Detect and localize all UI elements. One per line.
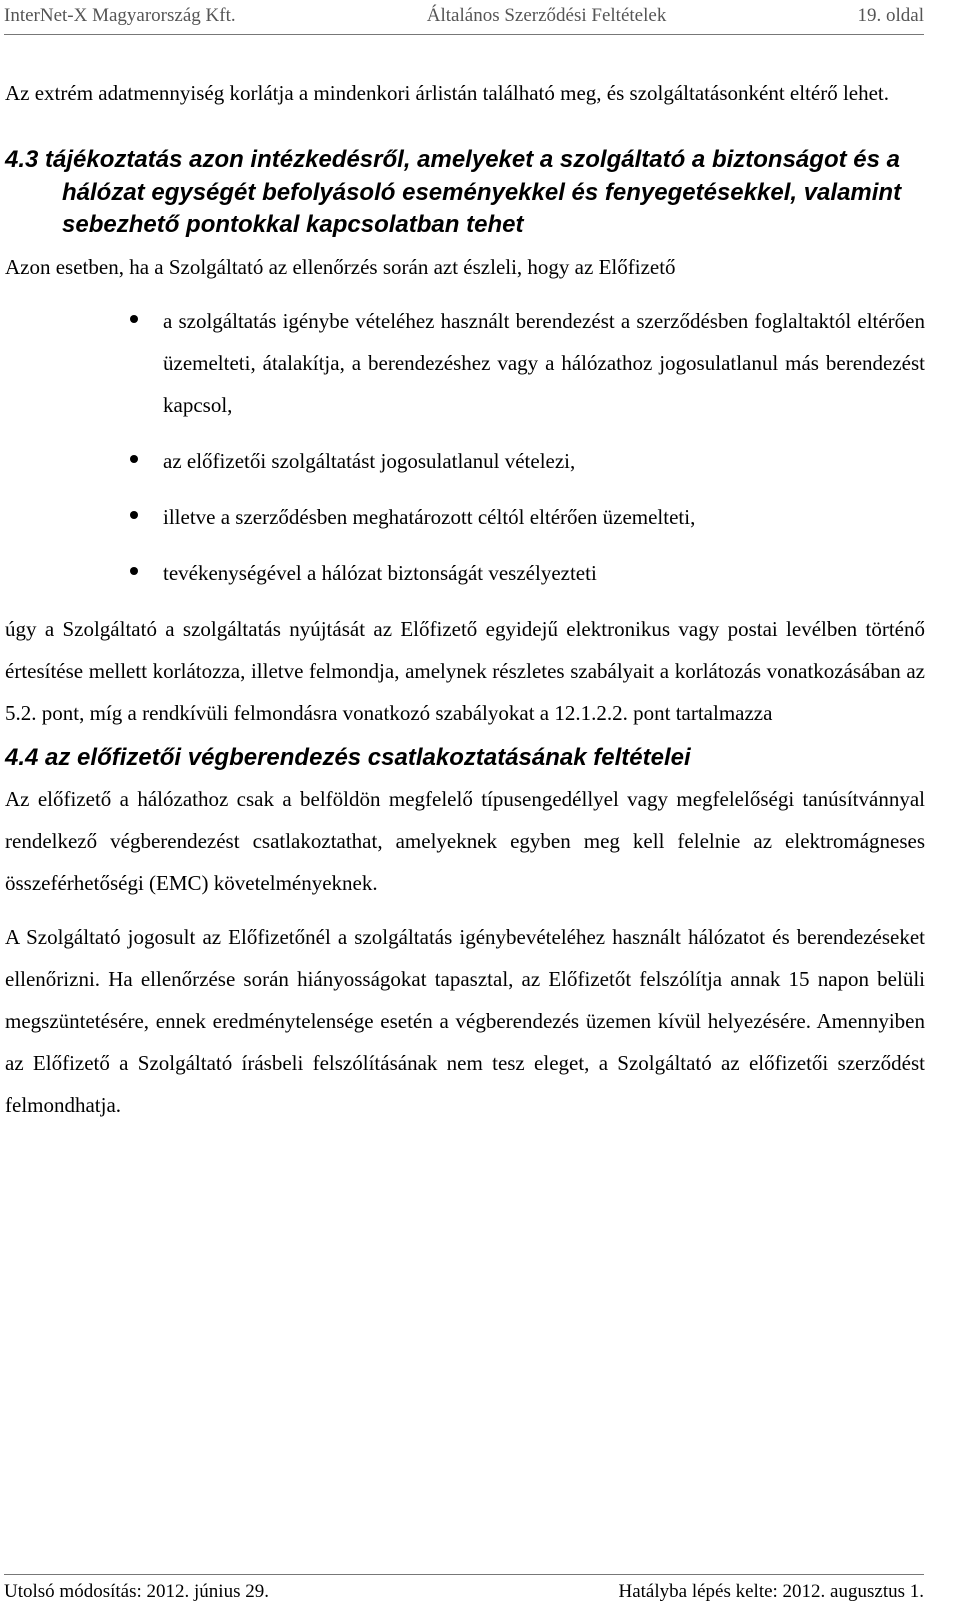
footer-last-modified: Utolsó módosítás: 2012. június 29. bbox=[4, 1581, 269, 1602]
list-item-text: a szolgáltatás igénybe vételéhez használt berendezést a szerződésben foglaltaktól eltérően üzemelteti, átalakítja, a berendezéshez vagy a hálózathoz jogosulatlanul más berendezést kapcsol, bbox=[163, 308, 925, 417]
footer-divider bbox=[4, 1574, 924, 1575]
bullet-icon bbox=[130, 455, 138, 463]
header-page-number: 19. oldal bbox=[857, 5, 924, 26]
section-4-3-heading: 4.3 tájékoztatás azon intézkedésről, amelyeket a szolgáltató a biztonságot és a hálózat egységét befolyásoló eseményekkel és fenyegetésekkel, valamint sebezhető pontokkal kapcsolatban tehet bbox=[5, 146, 902, 238]
section-4-4-paragraph: Az előfizető a hálózathoz csak a belföldön megfelelő típusengedéllyel vagy megfelelőségi tanúsítvánnyal rendelkező végberendezést csatlakoztathat, amelyeknek egyben meg kell felelnie az elektromágneses összeférhetőségi (EMC) követelményeknek. bbox=[5, 786, 925, 895]
page-header bbox=[4, 4, 924, 28]
section-4-4-paragraph: A Szolgáltató jogosult az Előfizetőnél a szolgáltatás igénybevételéhez használt hálózatot és berendezéseket ellenőrizni. Ha ellenőrzése során hiányosságokat tapasztal, az Előfizetőt felszólítja annak 15 napon belüli megszüntetésére, ennek eredménytelensége esetén a végberendezés üzemen kívül helyezésére. Amennyiben az Előfizető a Szolgáltató írásbeli felszólításának nem tesz eleget, a Szolgáltató az előfizetői szerződést felmondhatja. bbox=[5, 924, 925, 1117]
header-title: Általános Szerződési Feltételek bbox=[426, 5, 667, 26]
page-footer bbox=[4, 1580, 924, 1604]
document-body bbox=[5, 72, 925, 1126]
bullet-icon bbox=[130, 567, 138, 575]
section-4-3-conclusion: úgy a Szolgáltató a szolgáltatás nyújtását az Előfizető egyidejű elektronikus vagy postai levélben történő értesítése mellett korlátozza, illetve felmondja, amelynek részletes szabályait a korlátozás vonatkozásában az 5.2. pont, míg a rendkívüli felmondásra vonatkozó szabályokat a 12.1.2.2. pont tartalmazza bbox=[5, 616, 925, 725]
list-item bbox=[5, 440, 925, 482]
list-item bbox=[5, 552, 925, 594]
bullet-icon bbox=[130, 511, 138, 519]
list-item-text: az előfizetői szolgáltatást jogosulatlanul vételezi, bbox=[163, 448, 576, 473]
footer-effective-date: Hatályba lépés kelte: 2012. augusztus 1. bbox=[618, 1581, 924, 1602]
list-item-text: tevékenységével a hálózat biztonságát veszélyezteti bbox=[163, 560, 597, 585]
condition-list bbox=[5, 300, 925, 594]
intro-paragraph: Az extrém adatmennyiség korlátja a mindenkori árlistán található meg, és szolgáltatásonként eltérő lehet. bbox=[5, 81, 890, 105]
section-4-4-heading: 4.4 az előfizetői végberendezés csatlakoztatásának feltételei bbox=[5, 743, 691, 771]
section-4-3-lead: Azon esetben, ha a Szolgáltató az ellenőrzés során azt észleli, hogy az Előfizető bbox=[5, 254, 676, 279]
header-divider bbox=[4, 34, 924, 35]
list-item bbox=[5, 496, 925, 538]
header-company: InterNet-X Magyarország Kft. bbox=[4, 5, 236, 26]
bullet-icon bbox=[130, 315, 138, 323]
list-item bbox=[5, 300, 925, 426]
list-item-text: illetve a szerződésben meghatározott céltól eltérően üzemelteti, bbox=[163, 504, 696, 529]
